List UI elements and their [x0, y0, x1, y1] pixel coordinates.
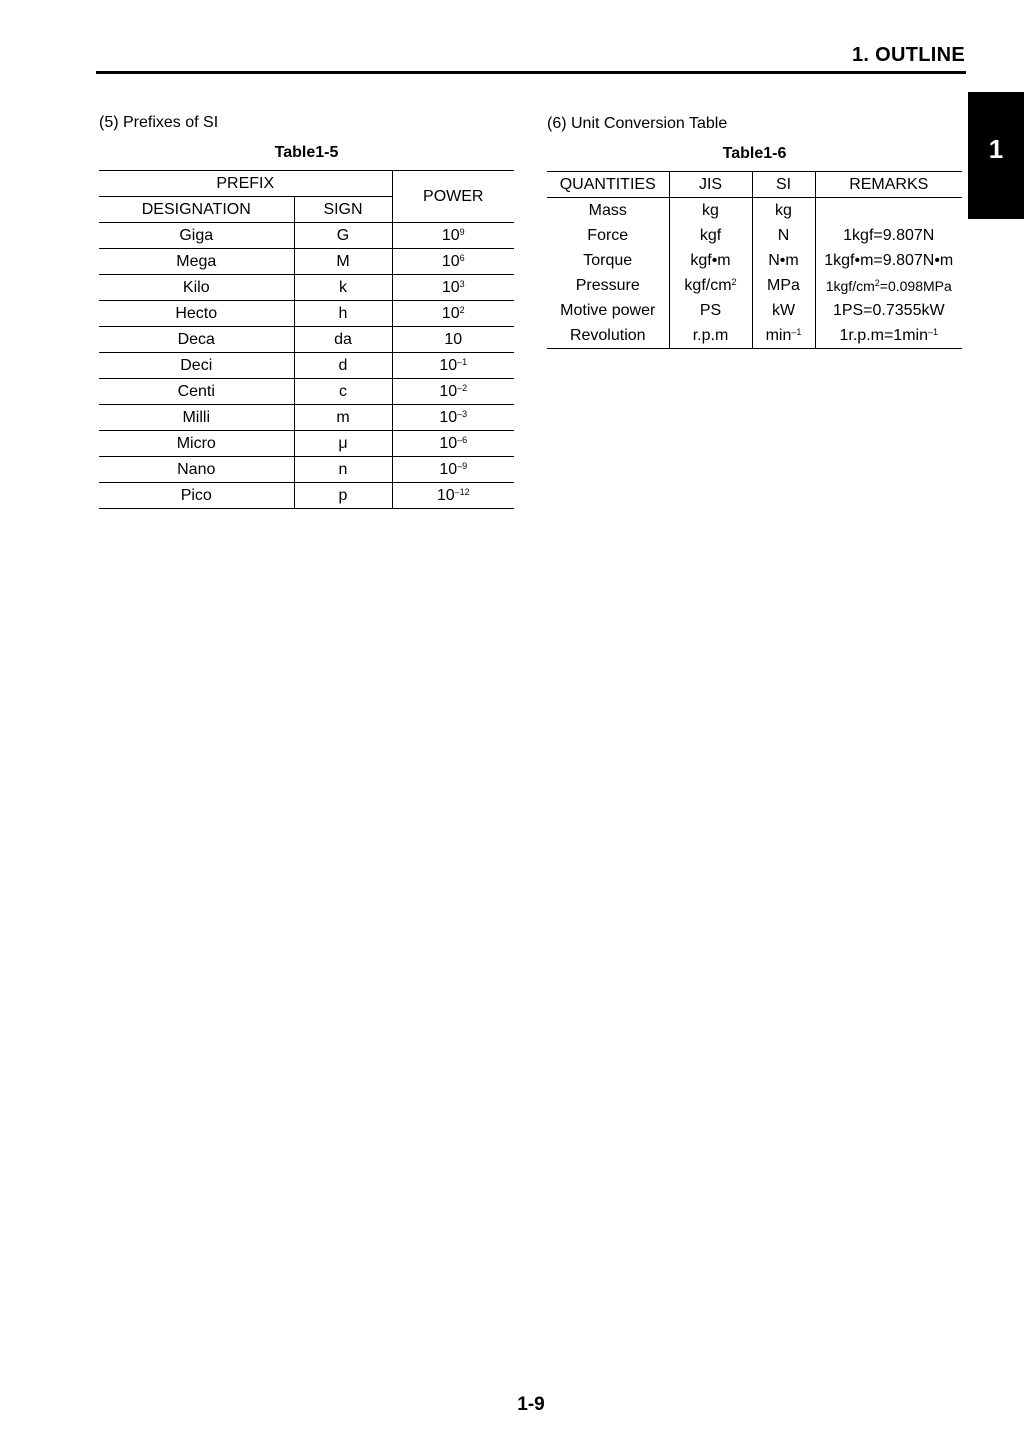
remarks-exponent: 2 [874, 277, 880, 288]
table-row [99, 431, 514, 457]
designation-header: DESIGNATION [99, 197, 294, 223]
sign-cell: d [294, 353, 392, 379]
jis-unit: kgf/cm [684, 276, 732, 294]
power-cell [392, 457, 514, 483]
table-1-5-caption: Table1-5 [274, 144, 339, 161]
power-cell [392, 223, 514, 249]
table-1-6-caption: Table1-6 [722, 145, 787, 162]
table-row [547, 223, 962, 248]
si-unit: min [765, 326, 792, 344]
power-base: 10 [441, 252, 460, 270]
quantity-cell: Force [547, 223, 669, 248]
power-cell [392, 275, 514, 301]
designation-cell: Mega [99, 249, 294, 275]
conversion-section [547, 113, 962, 349]
table-header-row [99, 171, 514, 197]
jis-cell: PS [669, 298, 752, 323]
page-number: 1-9 [517, 1394, 545, 1415]
power-exponent: 3 [459, 278, 465, 289]
designation-cell: Deca [99, 327, 294, 353]
prefixes-heading: (5) Prefixes of SI [99, 114, 219, 131]
table-row [99, 301, 514, 327]
power-exponent: –6 [457, 434, 468, 445]
remarks-cell: 1kgf•m=9.807N•m [824, 251, 954, 269]
remarks-part: 1kgf/cm [825, 277, 875, 294]
power-cell [392, 431, 514, 457]
remarks-cell [815, 198, 962, 224]
si-cell: N•m [752, 248, 815, 273]
designation-cell: Milli [99, 405, 294, 431]
power-base: 10 [439, 434, 458, 452]
sign-cell: da [294, 327, 392, 353]
sign-cell: h [294, 301, 392, 327]
remarks-part: =0.098MPa [879, 277, 952, 294]
si-cell: N [752, 223, 815, 248]
table-row [99, 483, 514, 509]
sign-cell: m [294, 405, 392, 431]
power-base: 10 [439, 356, 458, 374]
table-row [547, 298, 962, 323]
power-base: 10 [439, 408, 458, 426]
power-base: 10 [441, 304, 460, 322]
jis-cell: kgf•m [669, 248, 752, 273]
jis-cell: kg [669, 198, 752, 224]
table-row [99, 379, 514, 405]
remarks-part: 1r.p.m=1min [839, 326, 928, 344]
prefixes-table [99, 170, 514, 509]
table-row [547, 273, 962, 298]
power-exponent: –9 [457, 460, 468, 471]
power-base: 10 [441, 278, 460, 296]
power-cell [392, 483, 514, 509]
power-cell [392, 249, 514, 275]
remarks-cell [815, 273, 962, 298]
table-row [547, 248, 962, 273]
remarks-cell [815, 323, 962, 349]
jis-exponent: 2 [731, 276, 737, 287]
sign-cell: G [294, 223, 392, 249]
sign-cell: n [294, 457, 392, 483]
sign-cell: k [294, 275, 392, 301]
sign-cell: p [294, 483, 392, 509]
sign-cell: μ [294, 431, 392, 457]
power-base: 10 [441, 226, 460, 244]
table-row [99, 223, 514, 249]
sign-cell: M [294, 249, 392, 275]
table-row [99, 405, 514, 431]
power-cell [392, 405, 514, 431]
designation-cell: Nano [99, 457, 294, 483]
sign-cell: c [294, 379, 392, 405]
table-row [99, 275, 514, 301]
quantity-cell: Revolution [547, 323, 669, 349]
designation-cell: Micro [99, 431, 294, 457]
conversion-heading: (6) Unit Conversion Table [547, 115, 728, 132]
power-base: 10 [439, 382, 458, 400]
designation-cell: Centi [99, 379, 294, 405]
power-exponent: 2 [459, 304, 465, 315]
jis-cell: kgf [669, 223, 752, 248]
quantity-cell: Pressure [547, 273, 669, 298]
power-exponent: –1 [457, 356, 468, 367]
power-base: 10 [439, 460, 458, 478]
table-row [547, 198, 962, 224]
quantity-cell: Motive power [547, 298, 669, 323]
designation-cell: Pico [99, 483, 294, 509]
jis-cell: r.p.m [669, 323, 752, 349]
jis-cell [669, 273, 752, 298]
quantity-cell: Mass [547, 198, 669, 224]
remarks-exponent: –1 [927, 326, 938, 337]
remarks-cell: 1kgf=9.807N [843, 226, 935, 244]
power-exponent: –12 [454, 486, 470, 497]
power-cell [392, 353, 514, 379]
designation-cell: Giga [99, 223, 294, 249]
prefixes-section [99, 112, 514, 509]
si-exponent: –1 [791, 326, 802, 337]
si-cell [752, 323, 815, 349]
table-row [99, 457, 514, 483]
header-divider [96, 71, 966, 74]
power-exponent: –3 [457, 408, 468, 419]
power-base: 10 [436, 486, 455, 504]
power-cell [392, 379, 514, 405]
designation-cell: Kilo [99, 275, 294, 301]
chapter-tab [968, 92, 1024, 219]
designation-cell: Hecto [99, 301, 294, 327]
power-exponent: –2 [457, 382, 468, 393]
prefix-header: PREFIX [99, 171, 392, 197]
jis-header: JIS [669, 172, 752, 198]
chapter-title: 1. OUTLINE [851, 44, 965, 66]
sign-header: SIGN [294, 197, 392, 223]
chapter-tab-label: 1 [988, 134, 1004, 164]
power-exponent: 9 [459, 226, 465, 237]
designation-cell: Deci [99, 353, 294, 379]
power-base: 10 [444, 330, 463, 348]
quantity-cell: Torque [547, 248, 669, 273]
table-row [99, 327, 514, 353]
power-exponent: 6 [459, 252, 465, 263]
table-row [99, 249, 514, 275]
power-header: POWER [392, 171, 514, 223]
power-cell [392, 301, 514, 327]
remarks-cell: 1PS=0.7355kW [832, 301, 945, 319]
si-cell: MPa [752, 273, 815, 298]
power-cell [392, 327, 514, 353]
table-row [547, 323, 962, 349]
si-cell: kW [752, 298, 815, 323]
remarks-header: REMARKS [815, 172, 962, 198]
si-cell: kg [752, 198, 815, 224]
conversion-table [547, 171, 962, 349]
table-header-row [547, 172, 962, 198]
quantities-header: QUANTITIES [547, 172, 669, 198]
si-header: SI [752, 172, 815, 198]
table-row [99, 353, 514, 379]
